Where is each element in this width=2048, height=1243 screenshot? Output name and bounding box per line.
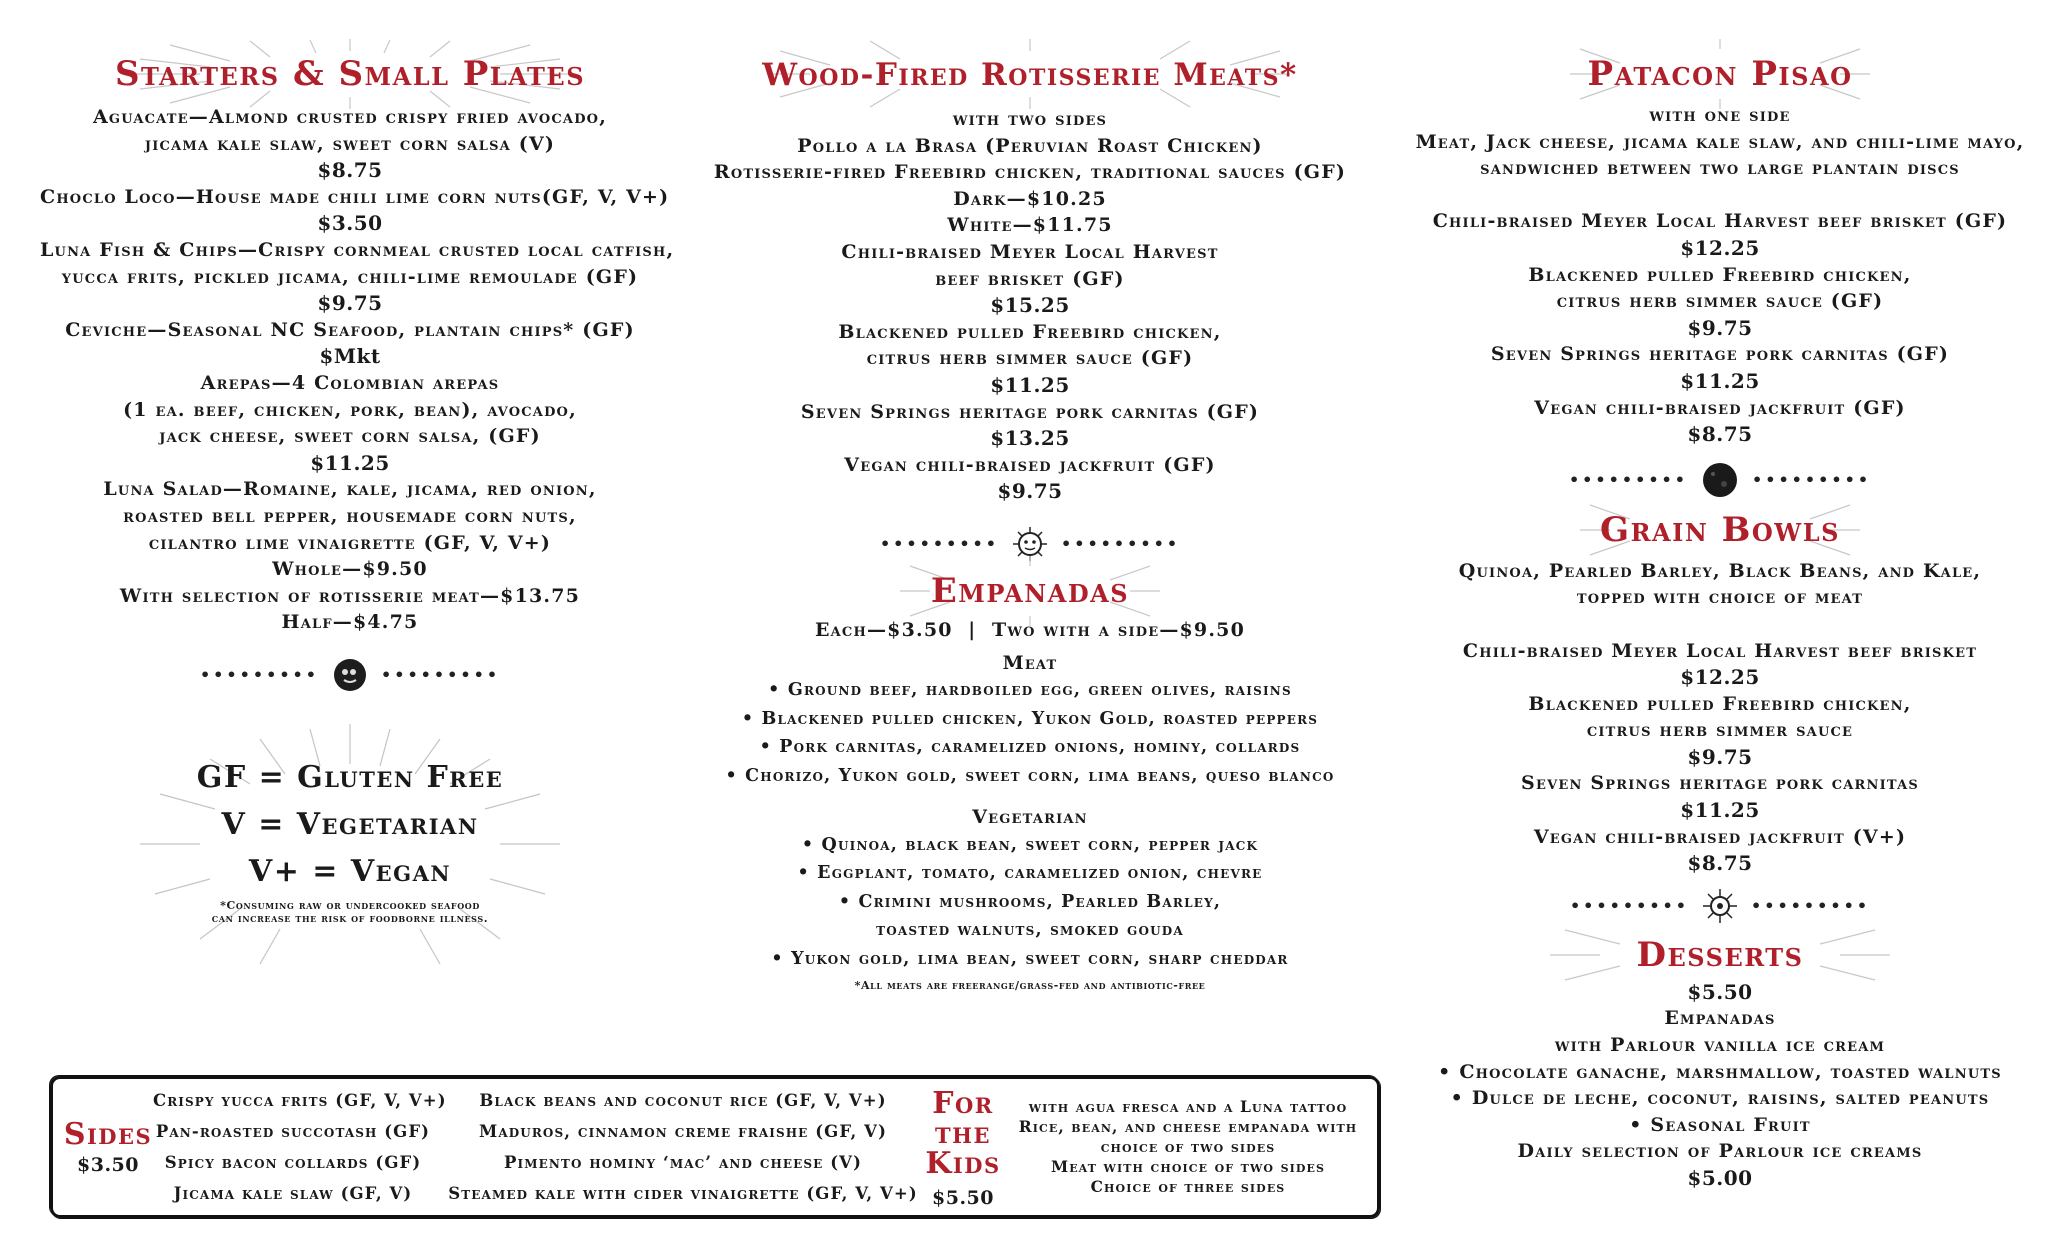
menu-price: $3.50 <box>317 211 383 236</box>
menu-line: sandwiched between two large plantain discs <box>1480 157 1960 180</box>
sun-icon <box>1703 889 1737 923</box>
menu-line: • Chocolate ganache, marshmallow, toasted walnuts <box>1438 1060 2002 1083</box>
legend-note-1: *Consuming raw or undercooked seafood <box>220 898 480 912</box>
kids-title-for: For <box>932 1086 994 1121</box>
starters-list <box>40 104 675 636</box>
section-divider <box>1410 462 2030 498</box>
menu-line: jicama kale slaw, sweet corn salsa (V) <box>144 132 556 155</box>
divider-dots: ••••••••• <box>1751 896 1871 916</box>
divider-dots: ••••••••• <box>1752 470 1872 490</box>
menu-line: Whole—$9.50 <box>272 558 428 581</box>
menu-line: Vegan chili-braised jackfruit (V+) <box>1533 825 1907 848</box>
menu-line: Choclo Loco—House made chili lime corn nuts(GF, V, V+) <box>40 185 670 208</box>
menu-price: $9.75 <box>997 479 1063 504</box>
menu-line: citrus herb simmer sauce (GF) <box>1556 290 1884 313</box>
grain-heading <box>1410 506 2030 554</box>
empanadas-veg-heading: Vegetarian <box>972 806 1088 829</box>
menu-line: Empanadas <box>1664 1007 1776 1030</box>
menu-line: Dark—$10.25 <box>953 187 1107 210</box>
legend-vegan: V+ = Vegan <box>248 853 452 889</box>
full-moon-icon <box>1702 462 1738 498</box>
menu-line: White—$11.75 <box>947 214 1113 237</box>
empanada-item: toasted walnuts, smoked gouda <box>876 920 1184 941</box>
menu-line: citrus herb simmer sauce <box>1586 719 1854 742</box>
desserts-heading <box>1410 931 2030 979</box>
menu-price: $12.25 <box>1680 665 1760 690</box>
rotisserie-section <box>700 0 1360 992</box>
legend-gluten-free: GF = Gluten Free <box>196 759 504 795</box>
sides-kids-box <box>50 1076 1380 1218</box>
section-divider <box>40 658 660 692</box>
desserts-title: Desserts <box>1636 934 1804 975</box>
kids-item: with agua fresca and a Luna tattoo <box>1028 1097 1348 1116</box>
moon-icon <box>333 658 367 692</box>
kids-items <box>1018 1097 1358 1197</box>
empanada-item: • Pork carnitas, caramelized onions, hominy, collards <box>759 737 1301 758</box>
menu-price: $11.25 <box>1680 368 1760 393</box>
patacon-list <box>1410 102 2030 448</box>
menu-price: $11.25 <box>990 372 1070 397</box>
menu-line: Aguacate—Almond crusted crispy fried avocado, <box>92 106 608 128</box>
menu-line: jack cheese, sweet corn salsa, (GF) <box>159 425 541 448</box>
patacon-heading <box>1410 50 2030 98</box>
grain-list <box>1410 558 2030 877</box>
empanadas-veg-list <box>700 831 1360 974</box>
kids-item: Rice, bean, and cheese empanada with <box>1018 1117 1358 1136</box>
menu-price: $11.25 <box>1680 798 1760 823</box>
menu-price: $9.75 <box>1687 744 1753 769</box>
empanada-item: • Quinoa, black bean, sweet corn, pepper jack <box>801 834 1259 855</box>
rotisserie-title: Wood-Fired Rotisserie Meats* <box>762 57 1298 93</box>
menu-line: topped with choice of meat <box>1576 586 1864 609</box>
desserts-list <box>1410 979 2030 1192</box>
menu-line: Pollo a la Brasa (Peruvian Roast Chicken) <box>797 134 1263 157</box>
empanadas-heading <box>700 567 1360 615</box>
menu-line: Chili-braised Meyer Local Harvest <box>841 240 1219 263</box>
starters-heading <box>40 50 660 98</box>
divider-dots: ••••••••• <box>199 665 319 685</box>
sides-column-1 <box>153 1085 447 1209</box>
kids-item: Meat with choice of two sides <box>1050 1157 1326 1176</box>
menu-price: $Mkt <box>319 344 381 369</box>
menu-line: Vegan chili-braised jackfruit (GF) <box>844 453 1216 476</box>
sides-title: Sides <box>63 1117 153 1152</box>
menu-line: Luna Fish & Chips—Crispy cornmeal crusted local catfish, <box>40 238 675 261</box>
divider-dots: ••••••••• <box>381 665 501 685</box>
legend-vegetarian: V = Vegetarian <box>221 806 479 842</box>
kids-title-kids: Kids <box>925 1146 1001 1181</box>
menu-line: roasted bell pepper, housemade corn nuts, <box>123 504 577 527</box>
menu-line: Vegan chili-braised jackfruit (GF) <box>1534 396 1906 419</box>
menu-price: $5.50 <box>1687 979 1753 1004</box>
menu-price: $15.25 <box>990 293 1070 318</box>
menu-price: $9.75 <box>317 291 383 316</box>
menu-price: $13.25 <box>990 426 1070 451</box>
sides-column-2 <box>448 1085 918 1209</box>
menu-price: $12.25 <box>1680 235 1760 260</box>
kids-item: Choice of three sides <box>1090 1177 1286 1196</box>
kids-title-the: the <box>935 1116 991 1151</box>
patacon-title: Patacon Pisao <box>1587 54 1853 94</box>
menu-price: $8.75 <box>317 158 383 183</box>
side-item: Spicy bacon collards (GF) <box>164 1153 422 1172</box>
menu-line: Meat, Jack cheese, jicama kale slaw, and chili-lime mayo, <box>1415 130 2025 153</box>
side-item: Jicama kale slaw (GF, V) <box>173 1184 413 1203</box>
empanadas-pricing: Each—$3.50 | Two with a side—$9.50 <box>814 618 1246 641</box>
menu-line: Arepas—4 Colombian arepas <box>200 371 500 394</box>
menu-line: Half—$4.75 <box>281 611 419 634</box>
menu-line: • Seasonal Fruit <box>1629 1113 1811 1136</box>
menu-price: $5.00 <box>1687 1166 1753 1190</box>
menu-price: $9.75 <box>1687 315 1753 340</box>
menu-line: Ceviche—Seasonal NC Seafood, plantain chips* (GF) <box>65 318 635 341</box>
starters-title: Starters & Small Plates <box>114 54 586 94</box>
empanadas-title: Empanadas <box>930 570 1130 611</box>
menu-line <box>1410 611 2030 638</box>
menu-line: With selection of rotisserie meat—$13.75 <box>119 584 581 607</box>
menu-line: with two sides <box>952 108 1108 130</box>
menu-line: Chili-braised Meyer Local Harvest beef brisket <box>1462 639 1978 662</box>
menu-price: $11.25 <box>310 450 390 475</box>
menu-price: $8.75 <box>1687 851 1753 876</box>
side-item: Pimento hominy ‘mac’ and cheese (V) <box>504 1153 862 1172</box>
kids-price: $5.50 <box>932 1187 994 1209</box>
patacon-section <box>1410 0 2030 1192</box>
rotisserie-list <box>700 106 1360 505</box>
menu-line: yucca frits, pickled jicama, chili-lime remoulade (GF) <box>61 265 639 288</box>
sides-label-block <box>63 1117 153 1179</box>
empanada-item: • Ground beef, hardboiled egg, green olives, raisins <box>768 680 1292 701</box>
grain-title: Grain Bowls <box>1600 509 1840 550</box>
empanada-item: • Yukon gold, lima bean, sweet corn, sharp cheddar <box>771 948 1289 969</box>
menu-line: Seven Springs heritage pork carnitas <box>1521 772 1919 795</box>
menu-line: Seven Springs heritage pork carnitas (GF) <box>800 400 1260 423</box>
menu-line: Luna Salad—Romaine, kale, jicama, red onion, <box>103 478 597 501</box>
menu-line: with one side <box>1649 104 1791 126</box>
menu-line: Seven Springs heritage pork carnitas (GF) <box>1490 343 1950 366</box>
menu-line: Quinoa, Pearled Barley, Black Beans, and Kale, <box>1458 559 1982 582</box>
side-item: Maduros, cinnamon creme fraishe (GF, V) <box>479 1122 887 1141</box>
menu-line: beef brisket (GF) <box>935 267 1125 290</box>
empanada-item: • Eggplant, tomato, caramelized onion, chevre <box>797 863 1263 884</box>
menu-line: Daily selection of Parlour ice creams <box>1517 1140 1923 1163</box>
side-item: Black beans and coconut rice (GF, V, V+) <box>479 1091 887 1110</box>
menu-line: Blackened pulled Freebird chicken, <box>1528 692 1912 715</box>
menu-line: with Parlour vanilla ice cream <box>1554 1034 1886 1057</box>
menu-line: Blackened pulled Freebird chicken, <box>838 320 1222 343</box>
rotisserie-heading <box>700 50 1360 98</box>
menu-line: Chili-braised Meyer Local Harvest beef brisket (GF) <box>1432 210 2008 233</box>
empanada-item: • Crimini mushrooms, Pearled Barley, <box>838 891 1222 912</box>
menu-line: (1 ea. beef, chicken, pork, bean), avocado, <box>123 398 577 421</box>
empanadas-note: *All meats are freerange/grass-fed and antibiotic-free <box>854 979 1206 993</box>
empanada-item: • Blackened pulled chicken, Yukon Gold, roasted peppers <box>741 708 1319 729</box>
menu-line: cilantro lime vinaigrette (GF, V, V+) <box>148 531 552 554</box>
menu-line: Rotisserie-fired Freebird chicken, traditional sauces (GF) <box>713 161 1347 184</box>
divider-dots: ••••••••• <box>879 534 999 554</box>
kids-item: choice of two sides <box>1100 1137 1276 1156</box>
menu-line: citrus herb simmer sauce (GF) <box>866 347 1194 370</box>
divider-dots: ••••••••• <box>1569 896 1689 916</box>
menu-price: $8.75 <box>1687 422 1753 447</box>
divider-dots: ••••••••• <box>1568 470 1688 490</box>
kids-label-block <box>913 1086 1013 1212</box>
starters-section <box>40 0 675 1004</box>
divider-dots: ••••••••• <box>1061 534 1181 554</box>
empanada-item: • Chorizo, Yukon gold, sweet corn, lima beans, queso blanco <box>725 765 1335 786</box>
legend-note-2: can increase the risk of foodborne illness. <box>211 911 489 925</box>
section-divider <box>1410 889 2030 923</box>
menu-line <box>1410 182 2030 209</box>
empanadas-meat-heading: Meat <box>1002 651 1058 674</box>
side-item: Steamed kale with cider vinaigrette (GF, V, V+) <box>448 1184 918 1203</box>
empanadas-meat-list <box>700 676 1360 790</box>
sides-price: $3.50 <box>77 1154 139 1176</box>
menu-line: • Dulce de leche, coconut, raisins, salted peanuts <box>1450 1087 1990 1110</box>
legend-block <box>40 754 660 1004</box>
side-item: Crispy yucca frits (GF, V, V+) <box>153 1091 447 1110</box>
side-item: Pan-roasted succotash (GF) <box>155 1122 431 1141</box>
menu-line: Blackened pulled Freebird chicken, <box>1528 263 1912 286</box>
